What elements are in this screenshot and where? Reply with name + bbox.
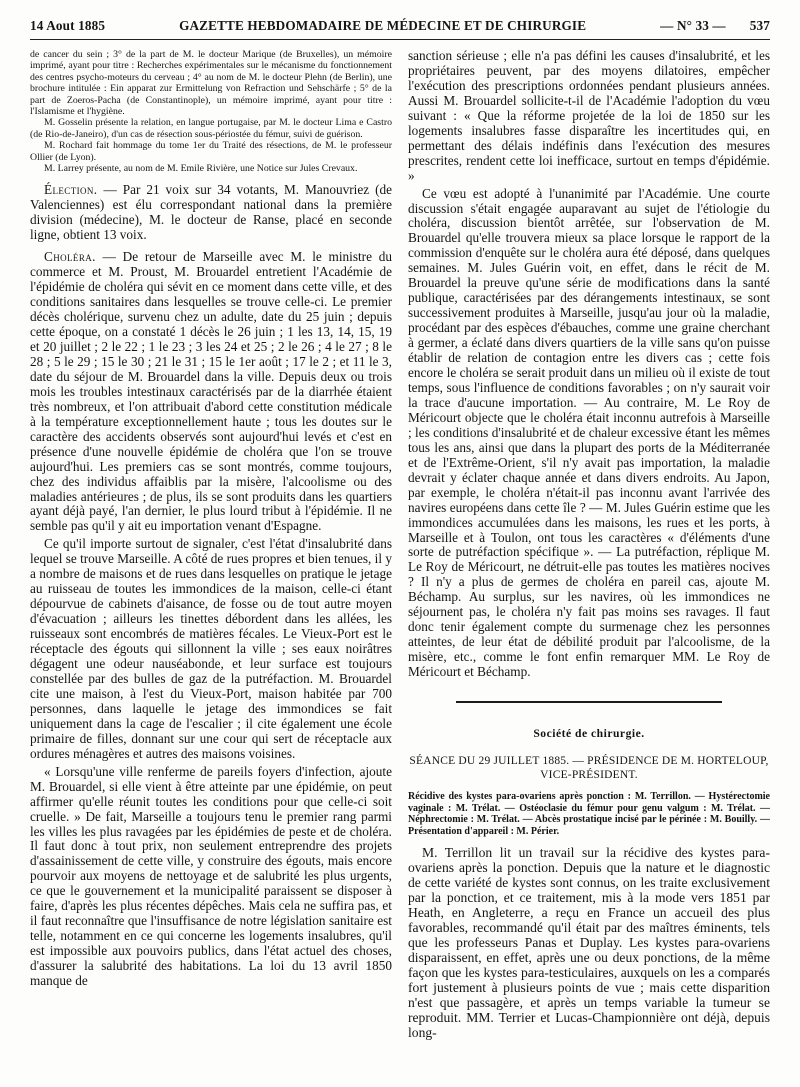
- cholera-heading: Choléra.: [44, 249, 96, 265]
- election-text: — Par 21 voix sur 34 votants, M. Manouvriez (de Valenciennes) est élu correspondant national dans la première division (médecine), M. le docteur de Ranse, placé en seconde ligne, obtient 13 voix.: [30, 182, 392, 243]
- header-right: [660, 18, 770, 34]
- continued-paragraph: sanction sérieuse ; elle n'a pas défini les causes d'insalubrité, et les propriétaires peuvent, par des moyens dilatoires, empêcher l'exécution des prescriptions ordonnées pendant plusieurs années. Aussi M. Brouardel sollicite-t-il de l'Académie l'adoption du vœu suivant : « Que la réforme projetée de la loi de 1850 sur les logements insalubres fasse disparaître les incertitudes qui, en permettant des délais indéfinis dans l'exécution des mesures prescrites, rendent cette loi inefficace, surtout en temps d'épidémie. »: [408, 49, 770, 183]
- left-column: [30, 49, 392, 1079]
- seance-line-1: SÉANCE DU 29 JUILLET 1885. — PRÉSIDENCE DE M. HORTELOUP,: [409, 754, 769, 767]
- election-paragraph: [30, 183, 392, 243]
- cholera-text: — De retour de Marseille avec M. le ministre du commerce et M. Proust, M. Brouardel entretient l'Académie de l'épidémie de choléra qui sévit en ce moment dans cette ville, et des conditions sanitaires dans lesquelles se trouve celle-ci. Le premier décès cholérique, survenu chez un adulte, date du 25 juin ; depuis cette époque, on a constaté 1 décès le 26 juin ; 1 les 13, 14, 15, 19 et 20 juillet ; 2 le 22 ; 1 le 23 ; 3 les 24 et 25 ; 2 le 26 ; 4 le 27 ; 8 le 28 ; 5 le 29 ; 15 le 30 ; 21 le 31 ; 15 le 1er août ; 17 le 2 ; et 11 le 3, date du séjour de M. Brouardel dans la ville. Depuis deux ou trois mois les troubles intestinaux caractérisés par de la diarrhée étaient très nombreux, et l'on attribuait d'abord cette constitution médicale à la température exceptionnellement haute ; tous les doutes sur le caractère des accidents observés sont aujourd'hui levés et c'est en présence d'une nouvelle épidémie de choléra que l'on se trouve aujourd'hui. Les premiers cas se sont montrés, comme toujours, chez des individus affaiblis par la misère, l'alcoolisme ou des maladies antérieures ; de plus, ils se sont produits dans les quartiers ayant déjà payé, l'an dernier, le plus lourd tribut à l'épidémie. Il ne semble pas qu'il y ait eu importation venant d'Espagne.: [30, 249, 392, 534]
- election-heading: Élection.: [44, 182, 98, 198]
- society-title: Société de chirurgie.: [533, 727, 645, 741]
- insalubrity-paragraph: Ce qu'il importe surtout de signaler, c'est l'état d'insalubrité dans lequel se trouve Marseille. A côté de rues propres et bien tenues, il y a nombre de maisons et de rues dans lesquelles on pratique le jetage au ruisseau de toutes les immondices de la maison, celle-ci étant dépourvue de cabinets d'aisance, de fosse ou de tout autre moyen d'évacuation ; ailleurs les tinettes débordent dans les allées, les ruisseaux sont encombrés de matières fécales. Le Vieux-Port est le réceptacle des égouts qui sillonnent la ville ; ses eaux noirâtres dégagent une odeur nauséabonde, et leur surface est toujours constellée par des bulles de gaz de la putréfaction. M. Brouardel cite une maison, à l'est du Vieux-Port, maison habitée par 700 personnes, dans laquelle le jetage des immondices se fait uniquement dans la cage de l'escalier ; il cite également une école primaire de filles, donnant sur une cour qui sert de réceptacle aux ordures ménagères et autres des maisons voisines.: [30, 536, 392, 761]
- header-title: GAZETTE HEBDOMADAIRE DE MÉDECINE ET DE CHIRURGIE: [179, 18, 587, 33]
- brouardel-quote-paragraph: « Lorsqu'une ville renferme de pareils foyers d'infection, ajoute M. Brouardel, si elle vient à être atteinte par une épidémie, on peut affirmer qu'elle réunit toutes les conditions pour que celle-ci soit cruelle. » De fait, Marseille a toujours tenu le premier rang parmi les villes les plus ravagées par les épidémies de peste et de choléra. Il faut donc à tout prix, non seulement entreprendre des projets d'assainissement de cette ville, y construire des égouts, mais encore pourvoir aux moyens de nettoyage et de salubrité les plus urgents, ce que le gouvernement et la municipalité paraissent se disposer à faire, d'après les plus récentes dépêches. Mais cela ne suffira pas, et il faut reconnaître que l'insuffisance de notre législation sanitaire est telle, notamment en ce qui concerne les logements insalubres, qu'il est impossible aux pouvoirs publics, dans l'état actuel des choses, d'assurer la salubrité des habitations. La loi du 13 avril 1850 manque de: [30, 763, 392, 989]
- small-paragraph: M. Larrey présente, au nom de M. Emile Rivière, une Notice sur Jules Crevaux.: [44, 163, 358, 175]
- seance-heading: [408, 754, 770, 782]
- header-issue: — N° 33 —: [660, 18, 726, 33]
- terrillon-paragraph: M. Terrillon lit un travail sur la récidive des kystes para-ovariens après la ponction. Depuis que la nature et le diagnostic de cette variété de kystes sont connus, on les traite exclusivement par la ponction, et ce traitement, mis à la mode vers 1851 par Heath, en Angleterre, a reçu en France un accueil des plus favorables, recommandé qu'il était par des maîtres éminents, tels que les professeurs Panas et Duplay. Les kystes para-ovariens disparaissent, en effet, après une ou deux ponctions, de la même façon que les kystes para-testiculaires, auxquels on les a comparés fort justement à plusieurs points de vue ; mais cette disparition n'est que passagère, et après un temps variable la tumeur se reproduit. MM. Terrier et Lucas-Championnière ont déjà, depuis long-: [408, 845, 770, 1040]
- header-date: 14 Aout 1885: [30, 18, 106, 33]
- section-divider: [456, 701, 722, 703]
- voeu-paragraph: Ce vœu est adopté à l'unanimité par l'Académie. Une courte discussion s'était engagée auparavant au sujet de l'étiologie du choléra, discussion bientôt arrêtée, sur l'observation de M. Brouardel qu'elle trouvera mieux sa place lorsque le rapport de la commission d'enquête sur le choléra aura été déposé, dans quelques semaines. M. Jules Guérin voit, en effet, dans le récit de M. Brouardel la preuve qu'une série de modifications dans la santé publique, caractérisées par des dérangements intestinaux, se sont successivement produites à Marseille, jusqu'au jour où la maladie, procédant par des espèces d'ébauches, comme une graine cherchant à germer, a éclaté dans divers quartiers de la ville sans qu'on puisse établir de relation de contagion entre les divers cas ; cette fois encore le choléra se serait produit dans un milieu où il existe de tout temps, sous l'influence de conditions favorables ; on n'y saurait voir la trace d'aucune importation. — Au contraire, M. Le Roy de Méricourt objecte que le choléra était inconnu autrefois à Marseille ; les conditions d'insalubrité et de chaleur excessive étant les mêmes tous les ans, ainsi que dans la plupart des ports de la Méditerranée et de l'Extrême-Orient, s'il n'y avait pas importation, la maladie devrait y éclater chaque année et dans divers endroits. Au Japon, par exemple, le choléra n'était-il pas inconnu avant l'arrivée des navires européens dans cette île ? — M. Jules Guérin estime que les immondices accumulées dans les maisons, les rues et les ports, à Marseille et à Toulon, ont tous les caractères « d'éléments d'une sorte de putréfaction spécifique ». — La putréfaction, réplique M. Le Roy de Méricourt, ne détruit-elle pas toutes les matières nocives ? Il n'y a plus de germes de choléra en pareil cas, ajoute M. Béchamp. Au surplus, sur les navires, où les immondices ne séjournent pas, le choléra n'y fait pas moins ses ravages. Il faut donc tenir également compte du surmenage chez les personnes atteintes, de leur état de débilité produit par l'alcoolisme, de la misère, etc., comme le font enfin remarquer MM. Le Roy de Méricourt et Béchamp.: [408, 185, 770, 680]
- session-summary: Récidive des kystes para-ovariens après ponction : M. Terrillon. — Hystérectomie vaginale : M. Trélat. — Ostéoclasie du fémur pour genu valgum : M. Trélat. — Néphrectomie : M. Trélat. — Abcès prostatique incisé par le périnée : M. Bouilly. — Présentation d'appareil : M. Périer.: [408, 790, 770, 837]
- header-page-number: 537: [749, 18, 770, 33]
- right-column: [408, 49, 770, 1079]
- seance-line-2: VICE-PRÉSIDENT.: [540, 768, 638, 781]
- small-paragraph: de cancer du sein ; 3° de la part de M. le docteur Marique (de Bruxelles), un mémoire imprimé, ayant pour titre : Recherches expérimentales sur le mécanisme du fonctionnement des centres psycho-moteurs du cerveau ; 4° au nom de M. le docteur Plehn (de Berlin), une brochure intitulée : Ein apparat zur Ermittelung von Refraction und Sehschärfe ; 5° de la part de Zoeros-Pacha (de Constantinople), un mémoire imprimé, ayant pour titre : l'Islamisme et l'hygiène.: [30, 49, 392, 118]
- small-print-block: [30, 49, 392, 174]
- small-paragraph: M. Rochard fait hommage du tome 1er du Traité des résections, de M. le professeur Ollier (de Lyon).: [30, 140, 392, 163]
- columns: [30, 49, 770, 1079]
- cholera-paragraph: [30, 250, 392, 534]
- page-header: [30, 14, 770, 40]
- small-paragraph: M. Gosselin présente la relation, en langue portugaise, par M. le docteur Lima e Castro (de Rio-de-Janeiro), d'un cas de résection sous-périostée du fémur, suivi de guérison.: [30, 117, 392, 140]
